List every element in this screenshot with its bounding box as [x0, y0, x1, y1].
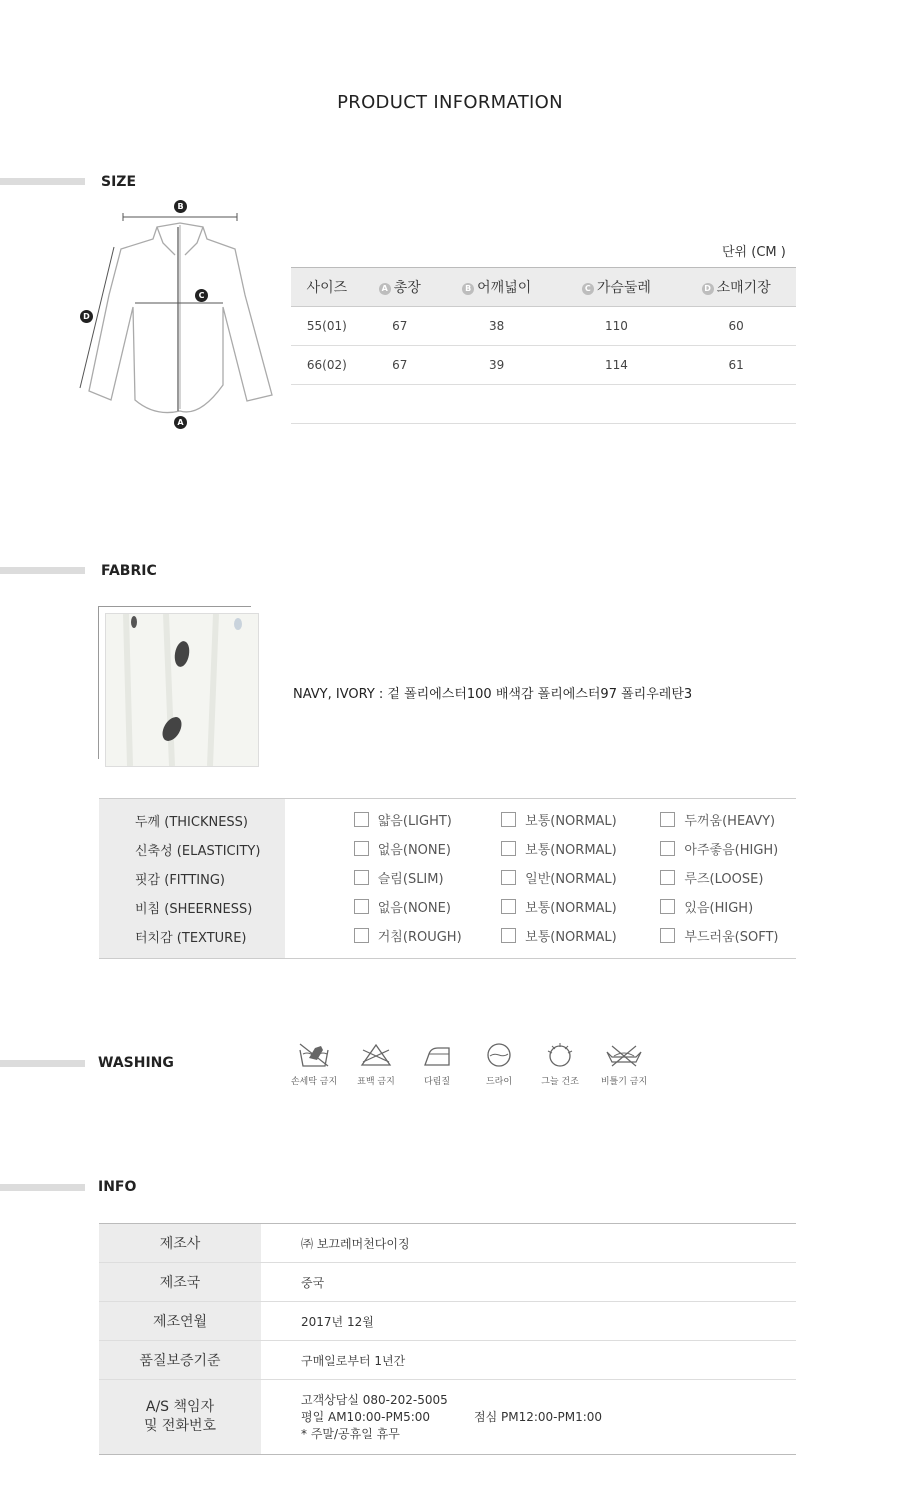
property-option[interactable]: 있음(HIGH): [660, 897, 753, 916]
property-name: 신축성 (ELASTICITY): [99, 835, 285, 864]
property-option[interactable]: 없음(NONE): [354, 839, 451, 858]
property-name: 두께 (THICKNESS): [99, 799, 285, 836]
size-cell: 67: [363, 346, 437, 385]
checkbox[interactable]: [354, 899, 369, 914]
hand-wash-prohibited-icon: [297, 1042, 331, 1068]
property-row: [99, 922, 796, 959]
table-row: [99, 1341, 796, 1380]
checkbox[interactable]: [660, 841, 675, 856]
size-cell: 110: [557, 307, 677, 346]
checkbox[interactable]: [501, 870, 516, 885]
ironing-icon: [420, 1042, 454, 1068]
wring-prohibited-icon: [604, 1042, 644, 1068]
badge-c-icon: C: [582, 283, 594, 295]
bleach-prohibited-icon: [359, 1042, 393, 1068]
section-bar-size: [0, 178, 85, 185]
section-title-size: SIZE: [101, 174, 137, 190]
size-header-chest: C 가슴둘레: [557, 268, 677, 307]
checkbox[interactable]: [501, 899, 516, 914]
marker-a: A: [174, 416, 187, 429]
info-value: 2017년 12월: [261, 1302, 796, 1341]
property-option[interactable]: 얇음(LIGHT): [354, 810, 452, 829]
badge-b-icon: B: [462, 283, 474, 295]
table-row: [99, 1302, 796, 1341]
property-option[interactable]: 슬림(SLIM): [354, 868, 444, 887]
property-option[interactable]: 거침(ROUGH): [354, 926, 462, 945]
page-title: PRODUCT INFORMATION: [337, 92, 563, 113]
checkbox[interactable]: [660, 870, 675, 885]
section-bar-washing: [0, 1060, 85, 1067]
as-lunch-hours: 점심 PM12:00-PM1:00: [474, 1409, 603, 1424]
shade-dry-icon: [543, 1042, 577, 1068]
section-title-fabric: FABRIC: [101, 563, 157, 579]
wash-item-bleach: 표백 금지: [345, 1042, 407, 1087]
size-header-shoulder: B 어깨넓이: [437, 268, 557, 307]
property-row: [99, 864, 796, 893]
size-table-header: [291, 268, 796, 307]
checkbox[interactable]: [354, 841, 369, 856]
size-cell: 67: [363, 307, 437, 346]
fabric-swatch-image: [105, 613, 259, 767]
info-key: 제조사: [99, 1224, 261, 1263]
badge-d-icon: D: [702, 283, 714, 295]
table-row: [291, 346, 796, 385]
property-option[interactable]: 부드러움(SOFT): [660, 926, 778, 945]
property-name: 비침 (SHEERNESS): [99, 893, 285, 922]
info-key: [99, 1380, 261, 1455]
dry-clean-icon: [482, 1042, 516, 1068]
property-option[interactable]: 아주좋음(HIGH): [660, 839, 778, 858]
table-row: [99, 1380, 796, 1455]
info-value: 중국: [261, 1263, 796, 1302]
size-header-sleeve: D 소매기장: [676, 268, 796, 307]
size-table: [291, 267, 796, 424]
checkbox[interactable]: [501, 812, 516, 827]
checkbox[interactable]: [501, 841, 516, 856]
info-key: 제조연월: [99, 1302, 261, 1341]
size-unit-label: 단위 (CM ): [722, 245, 786, 260]
marker-c: C: [195, 289, 208, 302]
as-holiday-note: * 주말/공휴일 휴무: [301, 1426, 400, 1441]
wash-item-dry-clean: 드라이: [468, 1042, 530, 1087]
section-bar-info: [0, 1184, 85, 1191]
marker-d: D: [80, 310, 93, 323]
table-row: [99, 1224, 796, 1263]
size-header-length: A 총장: [363, 268, 437, 307]
info-key: 제조국: [99, 1263, 261, 1302]
size-cell: 39: [437, 346, 557, 385]
fabric-property-table: [99, 798, 796, 959]
checkbox[interactable]: [501, 928, 516, 943]
section-bar-fabric: [0, 567, 85, 574]
property-name: 핏감 (FITTING): [99, 864, 285, 893]
property-option[interactable]: 보통(NORMAL): [501, 897, 617, 916]
size-cell: 66(02): [291, 346, 363, 385]
property-option[interactable]: 루즈(LOOSE): [660, 868, 763, 887]
as-phone: 고객상담실 080-202-5005: [301, 1392, 448, 1407]
checkbox[interactable]: [660, 812, 675, 827]
info-value: ㈜ 보끄레머천다이징: [261, 1224, 796, 1263]
marker-b: B: [174, 200, 187, 213]
info-value: [261, 1380, 796, 1455]
size-cell: 61: [676, 346, 796, 385]
property-row: [99, 893, 796, 922]
badge-a-icon: A: [379, 283, 391, 295]
property-option[interactable]: 보통(NORMAL): [501, 810, 617, 829]
size-cell: 114: [557, 346, 677, 385]
property-row: [99, 835, 796, 864]
info-value: 구매일로부터 1년간: [261, 1341, 796, 1380]
as-key-line2: 및 전화번호: [143, 1418, 217, 1434]
property-option[interactable]: 보통(NORMAL): [501, 926, 617, 945]
wash-item-shade-dry: 그늘 건조: [529, 1042, 591, 1087]
as-key-line1: A/S 책임자: [145, 1399, 215, 1415]
checkbox[interactable]: [660, 899, 675, 914]
size-cell: 55(01): [291, 307, 363, 346]
size-cell: 38: [437, 307, 557, 346]
table-row: [99, 1263, 796, 1302]
info-key: 품질보증기준: [99, 1341, 261, 1380]
as-weekday-hours: 평일 AM10:00-PM5:00: [301, 1409, 431, 1424]
size-header-size: 사이즈: [291, 268, 363, 307]
property-option[interactable]: 일반(NORMAL): [501, 868, 617, 887]
property-row: [99, 799, 796, 836]
table-row: [291, 307, 796, 346]
info-table: [99, 1223, 796, 1455]
property-name: 터치감 (TEXTURE): [99, 922, 285, 959]
checkbox[interactable]: [354, 928, 369, 943]
wash-item-ironing: 다림질: [406, 1042, 468, 1087]
shirt-size-diagram: [75, 195, 280, 435]
checkbox[interactable]: [354, 870, 369, 885]
checkbox[interactable]: [354, 812, 369, 827]
property-option[interactable]: 보통(NORMAL): [501, 839, 617, 858]
section-title-info: INFO: [98, 1179, 137, 1195]
wash-item-wring: 비틀기 금지: [593, 1042, 655, 1087]
property-option[interactable]: 두꺼움(HEAVY): [660, 810, 775, 829]
property-option[interactable]: 없음(NONE): [354, 897, 451, 916]
table-row-empty: [291, 385, 796, 424]
fabric-composition: NAVY, IVORY : 겉 폴리에스터100 배색감 폴리에스터97 폴리우레탄3: [293, 687, 693, 702]
section-title-washing: WASHING: [98, 1055, 174, 1071]
wash-item-hand-wash: 손세탁 금지: [283, 1042, 345, 1087]
checkbox[interactable]: [660, 928, 675, 943]
size-cell: 60: [676, 307, 796, 346]
